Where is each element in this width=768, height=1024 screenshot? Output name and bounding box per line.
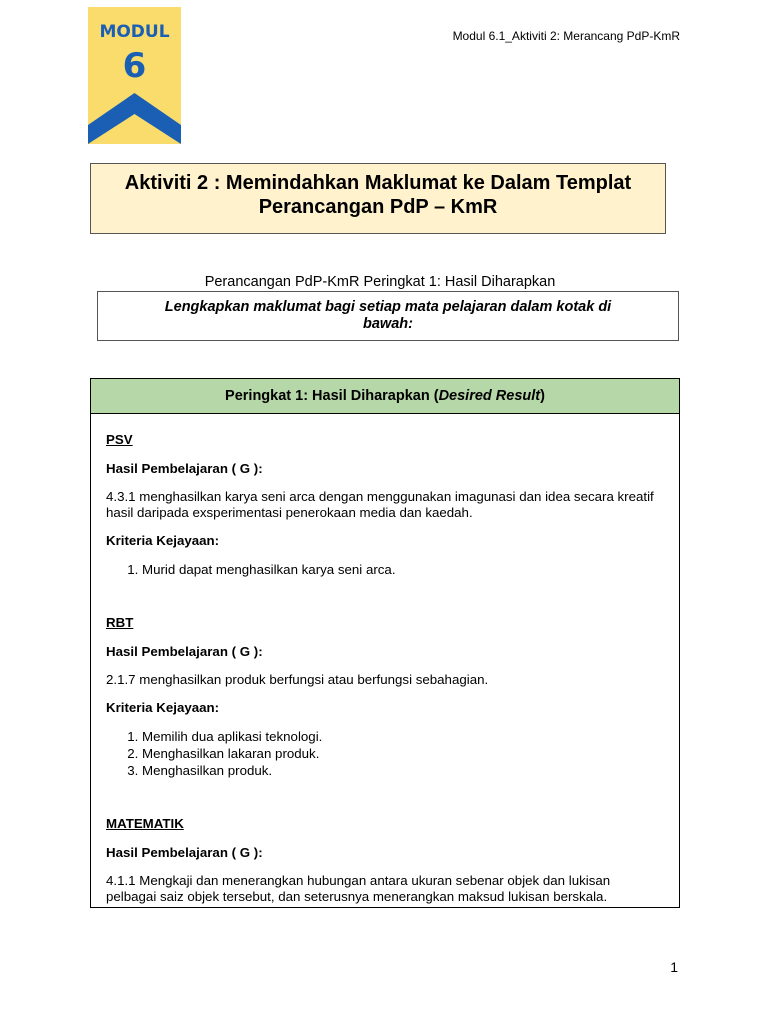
subject-title: RBT — [106, 615, 134, 630]
list-item: 3. Menghasilkan produk. — [142, 762, 664, 779]
badge-modul-text: MODUL — [99, 22, 170, 42]
learning-outcome-label: Hasil Pembelajaran ( G ): — [106, 845, 263, 860]
activity-title-box — [90, 163, 666, 234]
learning-outcome-text: 4.1.1 Mengkaji dan menerangkan hubungan antara ukuran sebenar objek dan lukisan pelbagai saiz objek tersebut, dan seterusnya menerangkan maksud lukisan berskala. — [106, 873, 611, 904]
activity-title-line2: Perancangan PdP – KmR — [258, 196, 498, 218]
instruction-text: Lengkapkan maklumat bagi setiap mata pelajaran dalam kotak di bawah: — [164, 299, 612, 332]
list-item: 1. Murid dapat menghasilkan karya seni arca. — [142, 561, 664, 578]
page-number: 1 — [670, 959, 678, 975]
activity-title-line1: Aktiviti 2 : Memindahkan Maklumat ke Dalam Templat — [124, 172, 632, 194]
learning-outcome-text: 2.1.7 menghasilkan produk berfungsi atau berfungsi sebahagian. — [106, 672, 489, 687]
table-header-prefix: Peringkat 1: Hasil Diharapkan ( — [225, 388, 439, 404]
header-module-label: Modul 6.1_Aktiviti 2: Merancang PdP-KmR — [452, 29, 680, 43]
subject-title: PSV — [106, 432, 133, 447]
success-criteria-label: Kriteria Kejayaan: — [106, 700, 220, 715]
learning-outcome-label: Hasil Pembelajaran ( G ): — [106, 461, 263, 476]
learning-outcome-text: 4.3.1 menghasilkan karya seni arca dengan menggunakan imagunasi dan idea secara kreatif hasil daripada exsperimentasi penerokaan media dan kaedah. — [106, 489, 654, 520]
modul-badge-graphic — [88, 7, 181, 144]
subject-section-psv — [106, 432, 664, 578]
modul-badge — [88, 7, 181, 144]
table-header-suffix: ) — [540, 388, 545, 404]
table-header — [91, 379, 679, 414]
subject-title: MATEMATIK — [106, 816, 184, 831]
list-item: 1. Memilih dua aplikasi teknologi. — [142, 728, 664, 745]
success-criteria-list — [106, 728, 664, 779]
section-subtitle: Perancangan PdP-KmR Peringkat 1: Hasil Diharapkan — [204, 274, 556, 290]
subject-section-matematik — [106, 816, 664, 905]
instruction-box — [97, 291, 679, 341]
table-header-italic: Desired Result — [438, 388, 541, 404]
list-item: 2. Menghasilkan lakaran produk. — [142, 745, 664, 762]
desired-result-table — [90, 378, 680, 908]
learning-outcome-label: Hasil Pembelajaran ( G ): — [106, 644, 263, 659]
table-body — [91, 414, 679, 905]
subject-section-rbt — [106, 615, 664, 779]
success-criteria-label: Kriteria Kejayaan: — [106, 533, 220, 548]
success-criteria-list — [106, 561, 664, 578]
badge-number-text: 6 — [122, 46, 147, 86]
